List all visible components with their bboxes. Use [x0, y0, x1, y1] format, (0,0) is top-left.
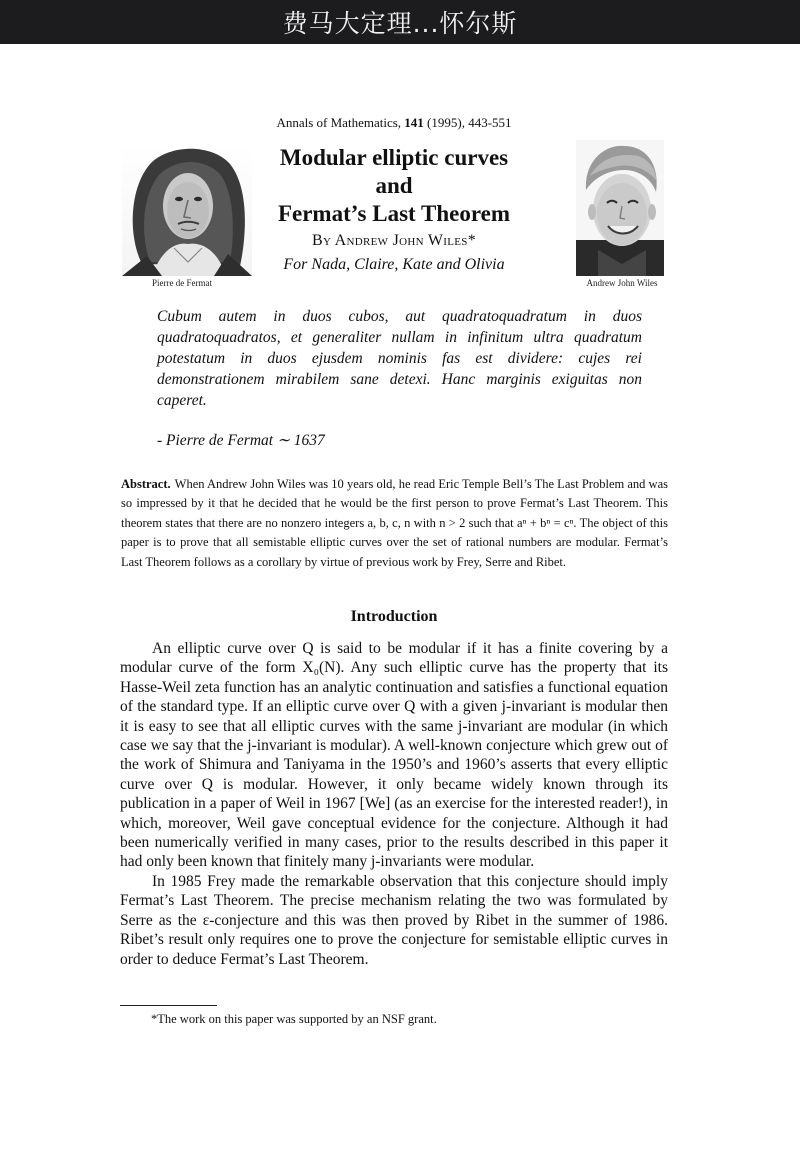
document-page [0, 44, 800, 1171]
introduction-paragraph-1: An elliptic curve over Q is said to be modular if it has a finite covering by a modular curve of the form X₀(N). Any such elliptic curve has the property that its Hasse-Weil zeta function has an analytic continuation and satisfies a functional equation of the standard type. If an elliptic curve over Q with a given j-invariant is modular then it is easy to see that all elliptic curves with the same j-invariant are modular (in which case we say that the j-invariant is modular). A well-known conjecture which grew out of the work of Shimura and Taniyama in the 1950’s and 1960’s asserts that every elliptic curve over Q is modular. However, it only became widely known through its publication in a paper of Weil in 1967 [We] (as an exercise for the interested reader!), in which, moreover, Weil gave conceptual evidence for the conjecture. Although it had been numerically verified in many cases, prior to the results described in this paper it had only been known that finitely many j-invariants were modular. [120, 640, 668, 871]
journal-citation [0, 115, 788, 131]
wiles-portrait-caption: Andrew John Wiles [586, 278, 658, 288]
paper-header [250, 144, 538, 274]
fermat-margin-quote: Cubum autem in duos cubos, aut quadratoquadratum in duos quadratoquadratos, et generaliter nullam in infinitum ultra quadratum potestatum in duos ejusdem nominis fas est dividere: cujes rei demonstrationem mirabilem sane detexi. Hanc marginis exiguitas non caperet. [157, 308, 642, 409]
fermat-portrait-caption: Pierre de Fermat [152, 278, 212, 288]
fermat-portrait-image [122, 144, 252, 276]
footnote: *The work on this paper was supported by an NSF grant. [151, 1012, 437, 1026]
wiles-portrait-image [576, 140, 664, 276]
paper-dedication: For Nada, Claire, Kate and Olivia [283, 256, 505, 273]
abstract-text: When Andrew John Wiles was 10 years old, he read Eric Temple Bell’s The Last Problem and was so impressed by it that he decided that he would be the first person to prove Fermat’s Last Theorem. This theorem states that there are no nonzero integers a, b, c, n with n > 2 such that aⁿ + bⁿ = cⁿ. The object of this paper is to prove that all semistable elliptic curves over the set of rational numbers are modular. Fermat’s Last Theorem follows as a corollary by virtue of previous work by Frey, Serre and Ribet. [121, 477, 668, 569]
introduction-paragraph-2: In 1985 Frey made the remarkable observation that this conjecture should imply Fermat’s Last Theorem. The precise mechanism relating the two was formulated by Serre as the ε-conjecture and this was then proved by Ribet in the summer of 1986. Ribet’s result only requires one to prove the conjecture for semistable elliptic curves in order to deduce Fermat’s Last Theorem. [120, 872, 668, 968]
journal-volume: 141 [404, 115, 424, 130]
abstract-paragraph [121, 475, 668, 572]
paper-title-line-1: Modular elliptic curves [279, 145, 509, 170]
app-title-bar [0, 0, 800, 44]
footnote-divider [120, 1005, 217, 1006]
section-heading-introduction: Introduction [350, 608, 438, 625]
app-title: 费马大定理...怀尔斯 [282, 9, 518, 38]
paper-title-line-3: Fermat’s Last Theorem [277, 201, 511, 226]
journal-pages: (1995), 443-551 [423, 115, 512, 130]
journal-name: Annals of Mathematics, [276, 115, 405, 130]
introduction-body [120, 639, 668, 969]
paper-title-line-2: and [375, 173, 413, 198]
paper-byline: By Andrew John Wiles* [311, 232, 476, 249]
quote-attribution: - Pierre de Fermat ∼ 1637 [157, 432, 325, 449]
abstract-label: Abstract. [121, 477, 171, 491]
